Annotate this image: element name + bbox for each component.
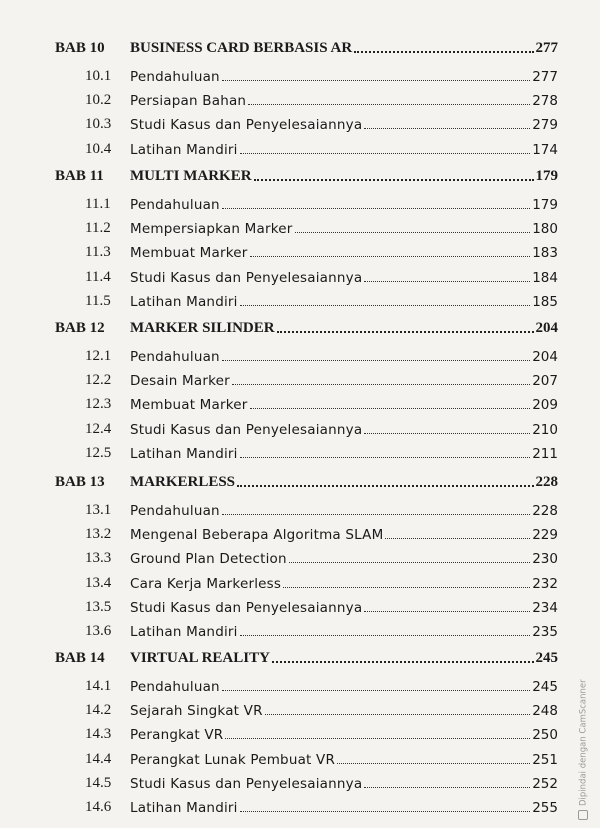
chapter-title: MARKERLESS [130,474,236,490]
dot-leader [225,738,530,739]
section-title: Membuat Marker [130,397,248,414]
section-page-number: 245 [532,679,558,695]
section-page-number: 251 [532,751,558,768]
section-page-number: 184 [532,269,558,286]
section-number: 14.4 [85,750,112,767]
section-number: 11.2 [85,220,111,237]
dot-leader [277,331,534,333]
section-entry[interactable] [0,289,600,311]
section-entry[interactable] [0,368,600,390]
dot-leader [254,179,534,181]
chapter-entry[interactable] [0,164,600,186]
dot-leader [240,635,530,636]
dot-leader [364,787,530,788]
chapter-number: BAB 13 [55,474,105,490]
section-page-number: 278 [532,93,558,110]
section-page-number: 277 [532,69,558,85]
dot-leader [250,408,530,409]
section-title: Latihan Mandiri [130,141,238,158]
dot-leader [222,690,530,691]
watermark-text: Dipindai dengan CamScanner [578,679,589,806]
section-page-number: 210 [532,421,558,438]
dot-leader [250,256,530,257]
section-page-number: 209 [532,397,558,414]
section-entry[interactable] [0,344,600,366]
dot-leader [265,714,530,715]
section-title: Desain Marker [130,373,230,390]
chapter-title: MULTI MARKER [130,168,252,184]
chapter-page-number: 277 [535,40,558,56]
section-entry[interactable] [0,546,600,568]
section-entry[interactable] [0,441,600,463]
section-title: Perangkat Lunak Pembuat VR [130,751,336,768]
section-entry[interactable] [0,137,600,159]
section-title: Studi Kasus dan Penyelesaiannya [130,775,363,792]
section-number: 10.2 [85,92,112,109]
dot-leader [364,128,530,129]
section-entry[interactable] [0,192,600,214]
section-page-number: 279 [532,117,558,134]
section-page-number: 180 [532,221,558,238]
section-page-number: 250 [532,727,558,744]
section-title: Studi Kasus dan Penyelesaiannya [130,599,363,616]
dot-leader [248,104,530,105]
dot-leader [237,485,534,487]
section-number: 12.2 [85,372,112,389]
section-page-number: 179 [532,197,558,213]
section-title: Pendahuluan [130,69,220,85]
section-title: Persiapan Bahan [130,93,247,110]
dot-leader [222,80,530,81]
section-entry[interactable] [0,698,600,720]
section-page-number: 228 [532,503,558,519]
dot-leader [272,661,534,663]
section-number: 10.3 [85,116,112,133]
section-page-number: 252 [532,775,558,792]
section-entry[interactable] [0,265,600,287]
chapter-title: BUSINESS CARD BERBASIS AR [130,40,353,56]
chapter-number: BAB 14 [55,650,105,666]
section-entry[interactable] [0,747,600,769]
section-page-number: 183 [532,245,558,262]
section-entry[interactable] [0,417,600,439]
section-number: 11.5 [85,292,111,309]
section-entry[interactable] [0,216,600,238]
section-page-number: 235 [532,624,558,640]
section-number: 14.5 [85,774,112,791]
section-number: 14.6 [85,799,112,815]
section-number: 13.1 [85,502,112,518]
section-number: 13.6 [85,623,112,639]
section-title: Ground Plan Detection [130,551,287,568]
section-page-number: 174 [532,141,558,158]
section-number: 12.1 [85,348,112,364]
chapter-number: BAB 12 [55,320,105,336]
section-entry[interactable] [0,795,600,817]
section-title: Studi Kasus dan Penyelesaiannya [130,117,363,134]
section-number: 12.3 [85,396,112,413]
chapter-entry[interactable] [0,36,600,58]
chapter-title: MARKER SILINDER [130,320,275,336]
section-title: Latihan Mandiri [130,445,238,462]
section-title: Pendahuluan [130,679,220,695]
dot-leader [222,514,530,515]
section-entry[interactable] [0,595,600,617]
section-number: 13.5 [85,598,112,615]
section-number: 14.2 [85,702,112,719]
dot-leader [222,360,530,361]
section-number: 10.1 [85,68,112,84]
section-entry[interactable] [0,619,600,641]
chapter-entry[interactable] [0,316,600,338]
dot-leader [240,305,530,306]
chapter-number: BAB 10 [55,40,105,56]
section-entry[interactable] [0,674,600,696]
section-page-number: 211 [532,445,558,462]
chapter-entry[interactable] [0,646,600,668]
chapter-page-number: 228 [535,474,558,490]
section-title: Studi Kasus dan Penyelesaiannya [130,421,363,438]
section-number: 11.4 [85,268,111,285]
section-entry[interactable] [0,112,600,134]
section-number: 12.5 [85,444,112,461]
section-title: Membuat Marker [130,245,248,262]
dot-leader [222,208,530,209]
section-entry[interactable] [0,571,600,593]
section-title: Latihan Mandiri [130,624,238,640]
dot-leader [364,611,530,612]
section-page-number: 207 [532,373,558,390]
section-entry[interactable] [0,64,600,86]
chapter-page-number: 204 [535,320,558,336]
section-number: 12.4 [85,420,112,437]
chapter-page-number: 179 [535,168,558,184]
section-number: 10.4 [85,140,112,157]
dot-leader [354,51,534,53]
section-title: Pendahuluan [130,197,220,213]
dot-leader [364,281,530,282]
dot-leader [295,232,530,233]
dot-leader [240,457,530,458]
dot-leader [240,811,530,812]
camscanner-logo-icon [578,810,588,820]
section-entry[interactable] [0,498,600,520]
section-entry[interactable] [0,771,600,793]
section-entry[interactable] [0,240,600,262]
dot-leader [283,587,530,588]
section-title: Mempersiapkan Marker [130,221,293,238]
section-number: 14.3 [85,726,112,743]
dot-leader [240,153,530,154]
section-page-number: 234 [532,599,558,616]
section-page-number: 204 [532,349,558,365]
section-page-number: 232 [532,575,558,592]
section-number: 13.3 [85,550,112,567]
section-number: 13.4 [85,574,112,591]
section-page-number: 230 [532,551,558,568]
section-entry[interactable] [0,722,600,744]
dot-leader [364,433,530,434]
section-number: 14.1 [85,678,112,694]
section-title: Latihan Mandiri [130,800,238,816]
section-page-number: 248 [532,703,558,720]
section-number: 11.1 [85,196,111,212]
section-title: Latihan Mandiri [130,293,238,310]
section-title: Pendahuluan [130,349,220,365]
section-entry[interactable] [0,392,600,414]
section-page-number: 229 [532,527,558,544]
section-title: Cara Kerja Markerless [130,575,282,592]
section-title: Perangkat VR [130,727,224,744]
dot-leader [337,763,530,764]
section-page-number: 185 [532,293,558,310]
section-title: Mengenal Beberapa Algoritma SLAM [130,527,384,544]
dot-leader [289,562,530,563]
section-title: Sejarah Singkat VR [130,703,263,720]
chapter-entry[interactable] [0,470,600,492]
section-title: Studi Kasus dan Penyelesaiannya [130,269,363,286]
section-title: Pendahuluan [130,503,220,519]
chapter-page-number: 245 [535,650,558,666]
dot-leader [385,538,530,539]
section-number: 13.2 [85,526,112,543]
chapter-title: VIRTUAL REALITY [130,650,270,666]
chapter-number: BAB 11 [55,168,104,184]
section-number: 11.3 [85,244,111,261]
section-page-number: 255 [532,800,558,816]
section-entry[interactable] [0,522,600,544]
dot-leader [232,384,530,385]
scanner-watermark [578,679,589,820]
section-entry[interactable] [0,88,600,110]
